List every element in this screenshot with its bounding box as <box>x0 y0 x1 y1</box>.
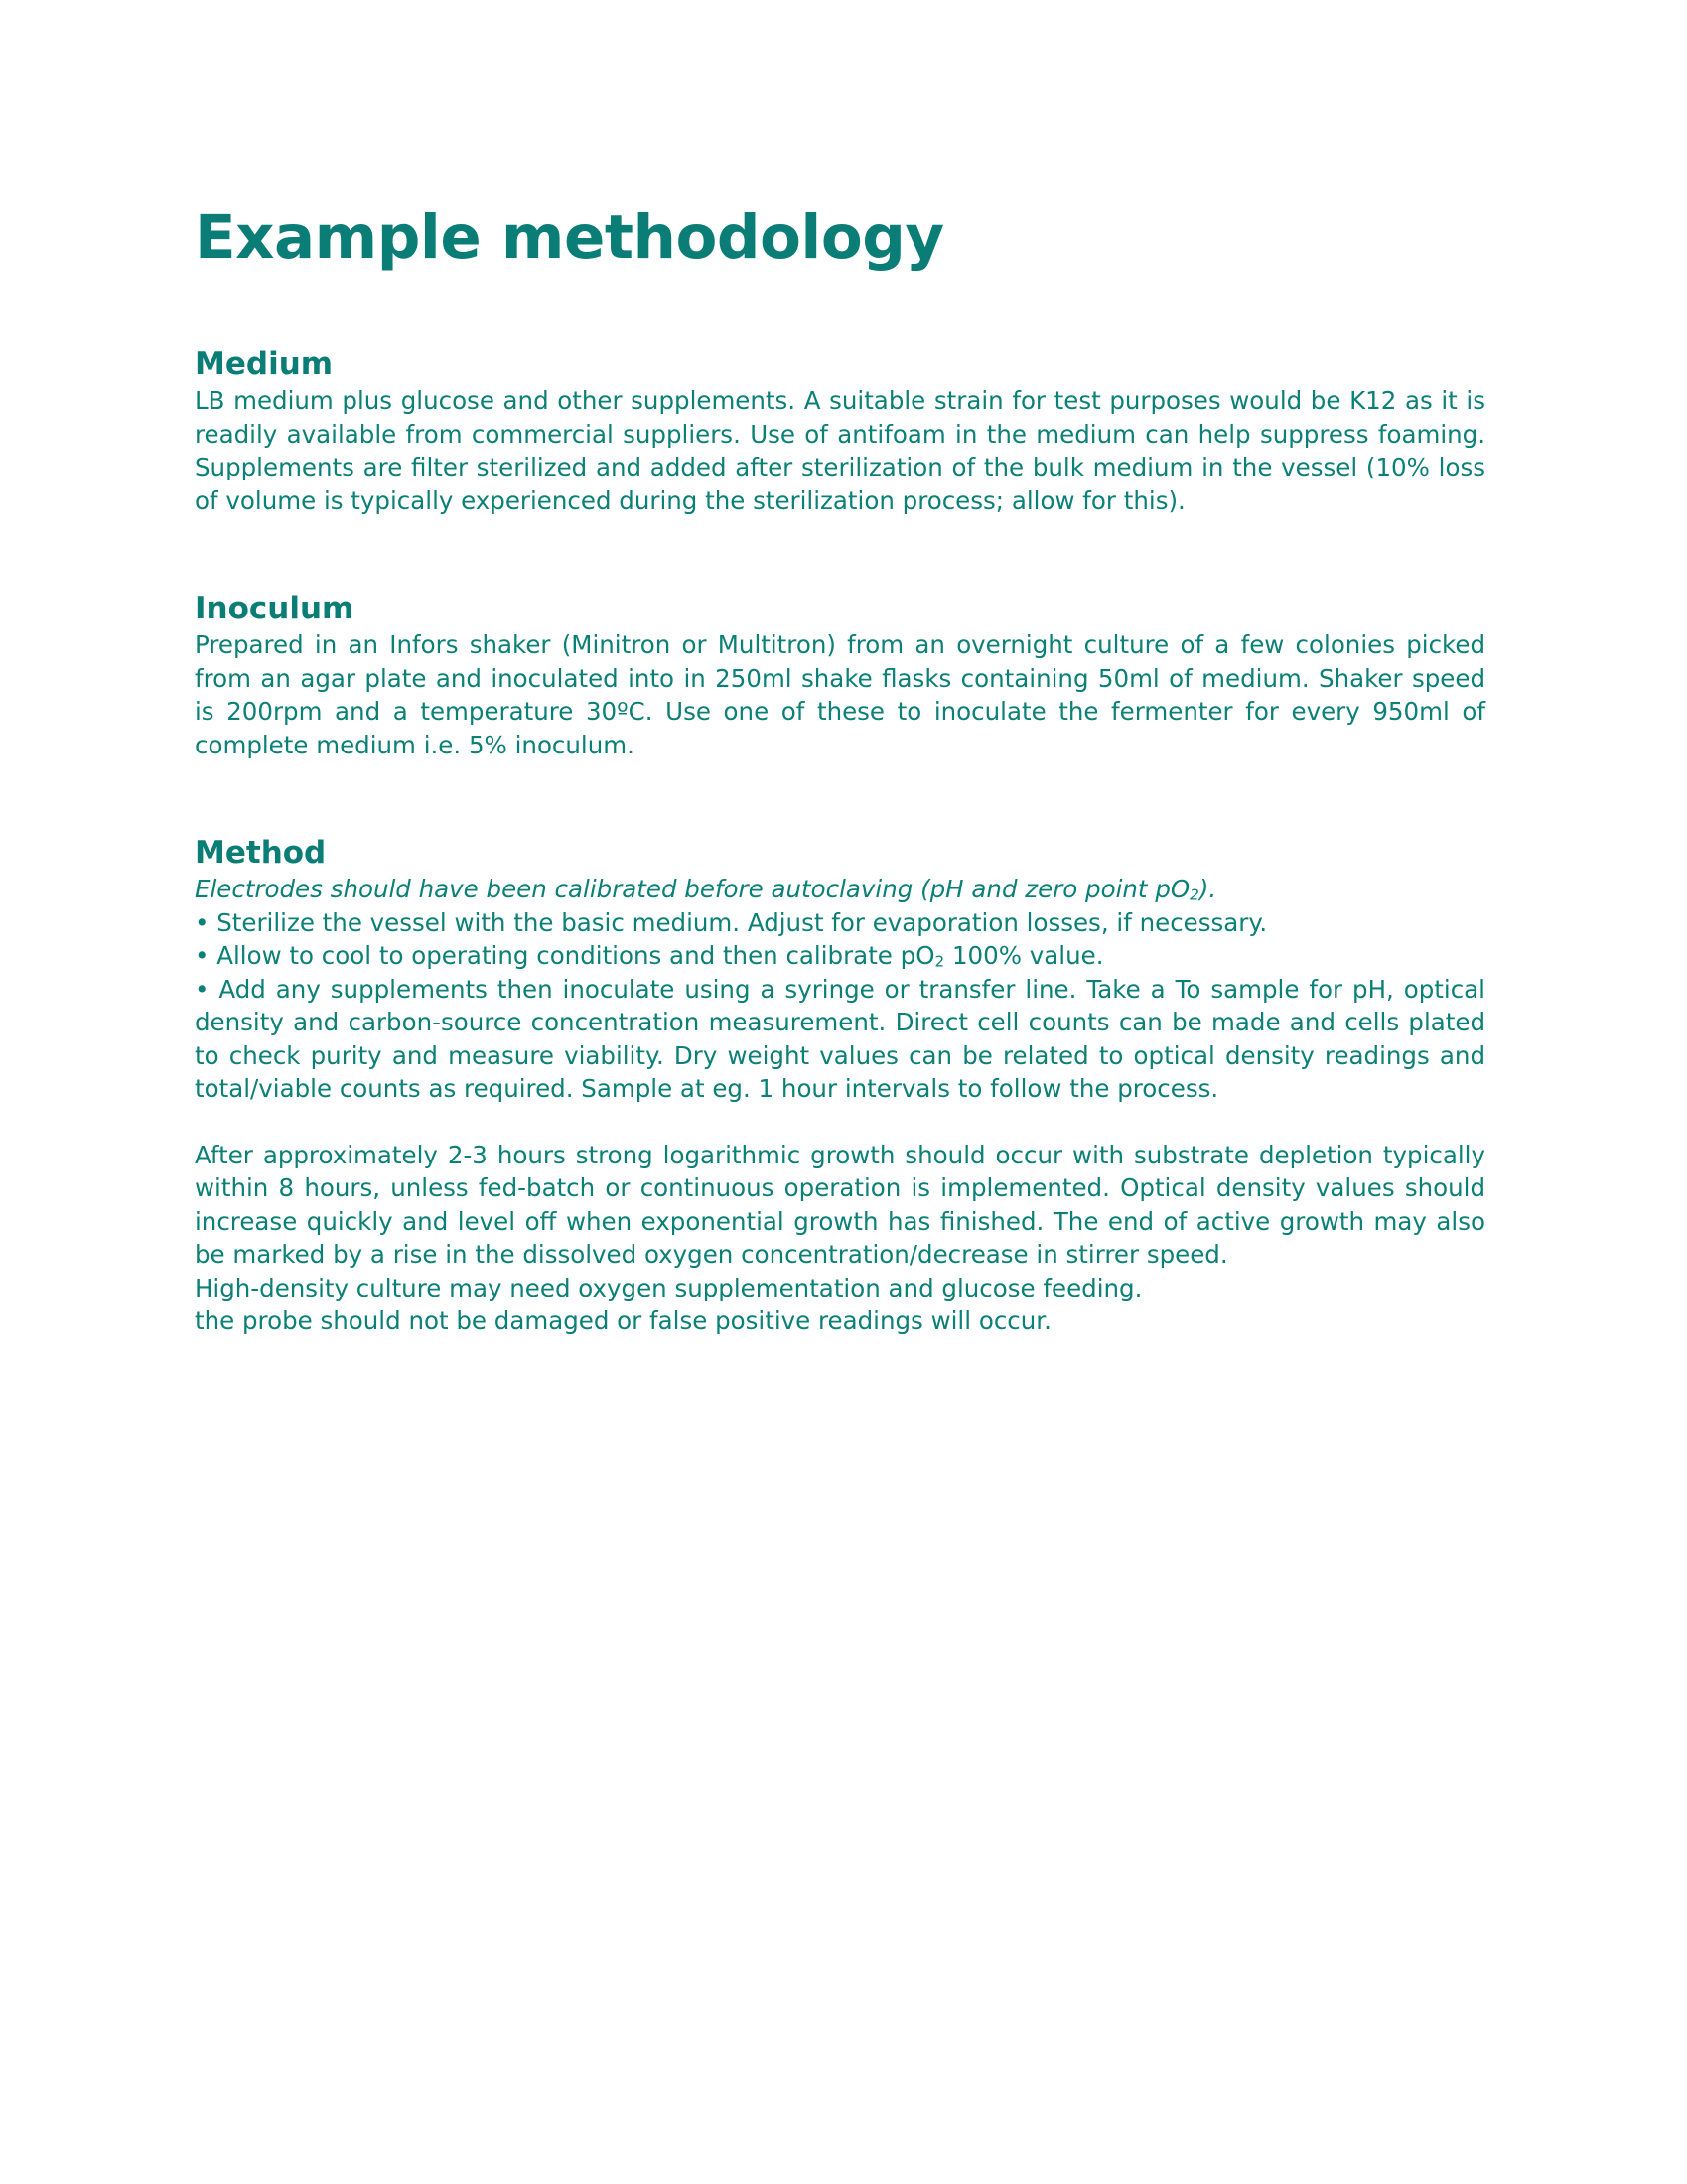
medium-text: LB medium plus glucose and other supplements. A suitable strain for test purposes would be K12 as it is readily available from commercial suppliers. Use of antifoam in the medium can help suppress foaming. Supplements are filter sterilized and added after sterilization of the bulk medium in the vessel (10% loss of volume is typically experienced during the sterilization process; allow for this). <box>195 386 1485 515</box>
method-note-end: ). <box>1198 875 1217 903</box>
method-heading: Method <box>195 835 327 871</box>
method-bullet-cool-text: • Allow to cool to operating conditions and then calibrate pO <box>195 941 935 970</box>
method-bullet-cool <box>195 939 1485 973</box>
method-section <box>195 833 1485 1338</box>
method-note-subscript: 2 <box>1190 886 1199 904</box>
medium-heading: Medium <box>195 346 334 382</box>
paragraph-spacer <box>195 1106 1485 1139</box>
method-high-density-line: High-density culture may need oxygen supplementation and glucose feeding. <box>195 1273 1143 1302</box>
document-page <box>195 194 1485 1338</box>
method-calibration-note <box>195 873 1485 906</box>
method-growth-paragraph: After approximately 2-3 hours strong logarithmic growth should occur with substrate depletion typically within 8 hours, unless fed-batch or continuous operation is implemented. Optical density values should increase quickly and level off when exponential growth has finished. The end of active growth may also be marked by a rise in the dissolved oxygen concentration/decrease in stirrer speed. <box>195 1140 1485 1269</box>
method-note-text: Electrodes should have been calibrated before autoclaving (pH and zero point pO <box>195 875 1191 903</box>
method-bullet-cool-subscript: 2 <box>934 952 945 971</box>
inoculum-heading: Inoculum <box>195 591 354 626</box>
inoculum-text: Prepared in an Infors shaker (Minitron or Multitron) from an overnight culture of a few colonies picked from an agar plate and inoculated into in 250ml shake flasks containing 50ml of medium. Shaker speed is 200rpm and a temperature 30ºC. Use one of these to inoculate the fermenter for every 950ml of complete medium i.e. 5% inoculum. <box>195 630 1485 759</box>
inoculum-section <box>195 589 1485 761</box>
method-probe-line: the probe should not be damaged or false positive readings will occur. <box>195 1306 1052 1335</box>
method-bullet-supplements: • Add any supplements then inoculate using a syringe or transfer line. Take a To sample for pH, optical density and carbon-source concentration measurement. Direct cell counts can be made and cells plated to check purity and measure viability. Dry weight values can be related to optical density readings and total/viable counts as required. Sample at eg. 1 hour intervals to follow the process. <box>195 974 1485 1103</box>
method-bullet-sterilize: • Sterilize the vessel with the basic medium. Adjust for evaporation losses, if necessary. <box>195 907 1268 937</box>
medium-section <box>195 344 1485 517</box>
page-title: Example methodology <box>195 203 944 273</box>
method-bullet-cool-end: 100% value. <box>944 941 1104 970</box>
